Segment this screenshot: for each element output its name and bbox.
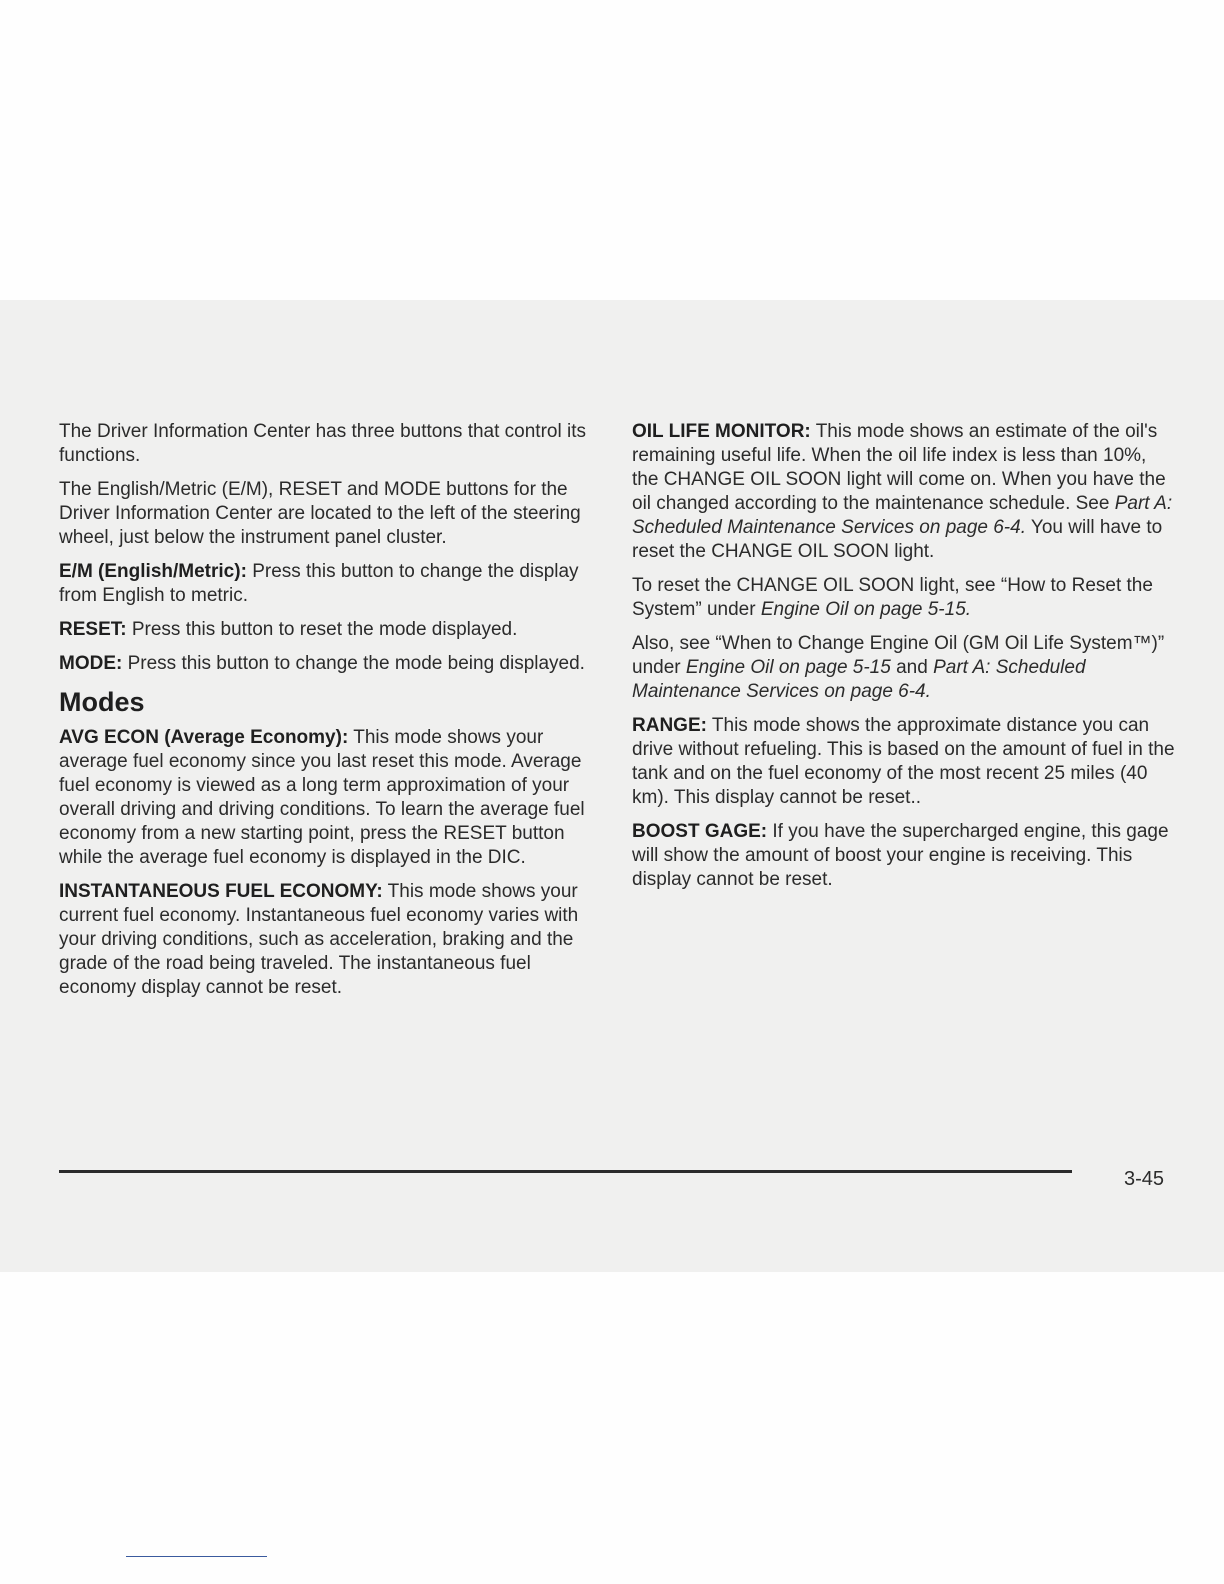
em-button-term: E/M (English/Metric): bbox=[59, 561, 247, 582]
intro-paragraph-1: The Driver Information Center has three buttons that control its functions. bbox=[59, 421, 586, 466]
footer-link-underline bbox=[126, 1556, 267, 1557]
reset-light-paragraph bbox=[632, 574, 1177, 622]
boost-gage-text: If you have the supercharged engine, this gage will show the amount of boost your engine is receiving. This display cannot be reset. bbox=[632, 821, 1169, 890]
instantaneous-text: This mode shows your current fuel economy. Instantaneous fuel economy varies with your driving conditions, such as acceleration, braking and the grade of the road being traveled. The instantaneous fuel economy display cannot be reset. bbox=[59, 881, 579, 998]
oil-life-text-2: You will have to reset the CHANGE OIL SOON light. bbox=[632, 517, 1163, 562]
also-see-reference-2: Part A: Scheduled Maintenance Services on page 6-4. bbox=[632, 657, 1086, 702]
boost-gage-term: BOOST GAGE: bbox=[632, 821, 768, 842]
boost-gage-paragraph bbox=[632, 820, 1177, 892]
instantaneous-paragraph bbox=[59, 880, 599, 1000]
em-button-paragraph bbox=[59, 560, 599, 608]
mode-button-term: MODE: bbox=[59, 653, 123, 674]
avg-econ-text: This mode shows your average fuel economy since you last reset this mode. Average fuel economy is viewed as a long term approximation of your overall driving and driving conditions. To learn the average fuel economy from a new starting point, press the RESET button while the average fuel economy is displayed in the DIC. bbox=[59, 727, 585, 868]
also-see-reference-1: Engine Oil on page 5-15 bbox=[685, 657, 891, 678]
reset-light-reference: Engine Oil on page 5-15. bbox=[760, 599, 972, 620]
avg-econ-paragraph bbox=[59, 726, 599, 870]
left-column bbox=[59, 420, 599, 1010]
range-term: RANGE: bbox=[632, 715, 707, 736]
reset-button-paragraph bbox=[59, 618, 599, 642]
range-text: This mode shows the approximate distance you can drive without refueling. This is based on the amount of fuel in the tank and on the fuel economy of the most recent 25 miles (40 km). This display cannot be reset.. bbox=[632, 715, 1175, 808]
also-see-text-1: Also, see “When to Change Engine Oil (GM Oil Life System™)” under bbox=[632, 633, 1165, 678]
range-paragraph bbox=[632, 714, 1177, 810]
intro-paragraph-2: The English/Metric (E/M), RESET and MODE buttons for the Driver Information Center are located to the left of the steering wheel, just below the instrument panel cluster. bbox=[59, 479, 581, 548]
instantaneous-term: INSTANTANEOUS FUEL ECONOMY: bbox=[59, 881, 383, 902]
avg-econ-term: AVG ECON (Average Economy): bbox=[59, 727, 349, 748]
reset-button-term: RESET: bbox=[59, 619, 127, 640]
reset-button-text: Press this button to reset the mode displayed. bbox=[131, 619, 518, 640]
modes-heading: Modes bbox=[59, 687, 145, 717]
em-button-text: Press this button to change the display from English to metric. bbox=[59, 561, 579, 606]
oil-life-text-1: This mode shows an estimate of the oil's remaining useful life. When the oil life index is less than 10%, the CHANGE OIL SOON light will come on. When you have the oil changed according to the maintenance schedule. See bbox=[632, 421, 1166, 514]
also-see-text-2: and bbox=[896, 657, 928, 678]
oil-life-term: OIL LIFE MONITOR: bbox=[632, 421, 811, 442]
oil-life-paragraph bbox=[632, 420, 1177, 564]
mode-button-text: Press this button to change the mode being displayed. bbox=[127, 653, 585, 674]
page-number: 3-45 bbox=[1124, 1168, 1165, 1190]
mode-button-paragraph bbox=[59, 652, 599, 676]
right-column bbox=[632, 420, 1177, 902]
oil-life-reference: Part A: Scheduled Maintenance Services on page 6-4. bbox=[632, 493, 1173, 538]
reset-light-text: To reset the CHANGE OIL SOON light, see “How to Reset the System” under bbox=[632, 575, 1153, 620]
also-see-paragraph bbox=[632, 632, 1177, 704]
footer-rule bbox=[59, 1170, 1072, 1173]
